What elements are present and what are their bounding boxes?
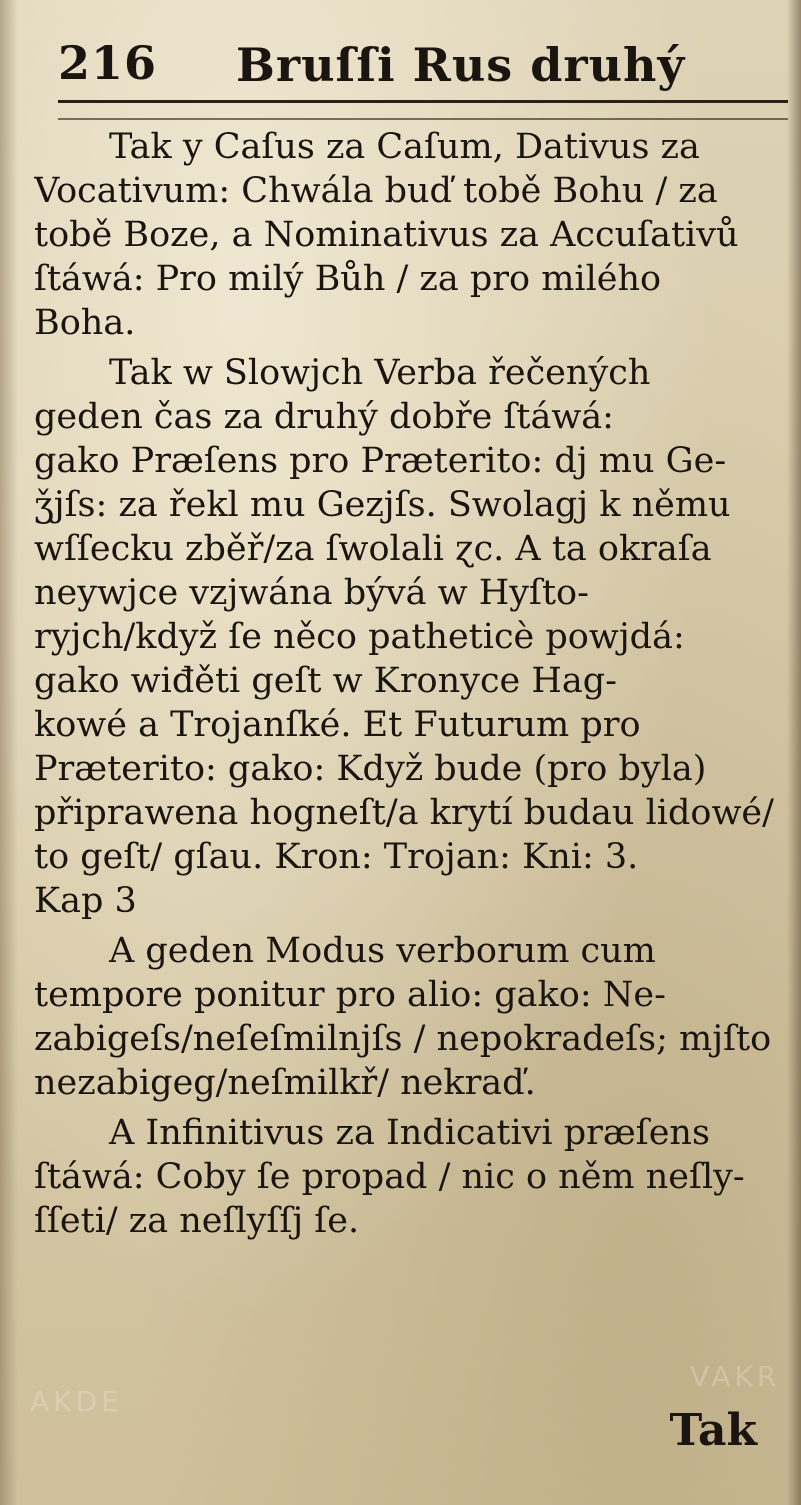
text-line: Boha. <box>34 303 136 343</box>
text-line: tobě Boze, a Nominativus za Accuſativů <box>34 215 739 255</box>
catchword: Tak <box>669 1405 757 1456</box>
text-line: ſtáwá: Coby ſe propad / nic o něm neſly- <box>34 1157 745 1197</box>
text-line: gako wiđěti geſt w Kronyce Hag- <box>34 661 618 701</box>
body-text <box>34 125 779 1243</box>
text-line: geden čas za druhý dobře ſtáwá: <box>34 397 614 437</box>
watermark-left: AKDE <box>30 1385 123 1418</box>
page-edge-shadow <box>787 0 801 1505</box>
text-line: Kap 3 <box>34 881 137 921</box>
text-line: A Infinitivus za Indicativi præſens <box>109 1113 710 1153</box>
text-line: ſtáwá: Pro milý Bůh / za pro milého <box>34 259 662 299</box>
text-line: A geden Modus verborum cum <box>109 931 656 971</box>
text-line: wſſecku zběř/za ſwolali ɀc. A ta okraſa <box>34 529 712 569</box>
page-header <box>58 28 778 108</box>
text-line: ſſeti/ za neſlyſſj ſe. <box>34 1201 360 1241</box>
text-line: nezabigeg/neſmilkř/ nekraď. <box>34 1063 536 1103</box>
text-line: Vocativum: Chwála buď tobě Bohu / za <box>34 171 718 211</box>
text-line: Tak y Caſus za Caſum, Dativus za <box>109 127 700 167</box>
watermark-right: VAKR <box>690 1360 781 1393</box>
text-line: připrawena hogneſt/a krytí budau lidowé/ <box>34 793 774 833</box>
text-line: tempore ponitur pro alio: gako: Ne- <box>34 975 666 1015</box>
text-line: Tak w Slowjch Verba řečených <box>109 353 651 393</box>
text-line: zabigeſs/neſeſmilnjſs / nepokradeſs; mjſto <box>34 1019 772 1059</box>
text-line: neywjce vzjwána bývá w Hyſto- <box>34 573 589 613</box>
text-line: ǯjſs: za řekl mu Gezjſs. Swolagj k němu <box>34 485 731 525</box>
text-line: ryjch/když ſe něco patheticè powjdá: <box>34 617 685 657</box>
text-line: to geſt/ gſau. Kron: Trojan: Kni: 3. <box>34 837 639 877</box>
header-rule-secondary <box>58 118 788 120</box>
text-line: kowé a Trojanſké. Et Futurum pro <box>34 705 641 745</box>
text-line: Præterito: gako: Když bude (pro byla) <box>34 749 707 789</box>
text-line: gako Præſens pro Præterito: dj mu Ge- <box>34 441 727 481</box>
running-head: Bruſſi Rus druhý <box>236 38 686 92</box>
header-rule <box>58 100 788 103</box>
page-gutter-shadow <box>0 0 18 1505</box>
page-number: 216 <box>58 36 158 90</box>
